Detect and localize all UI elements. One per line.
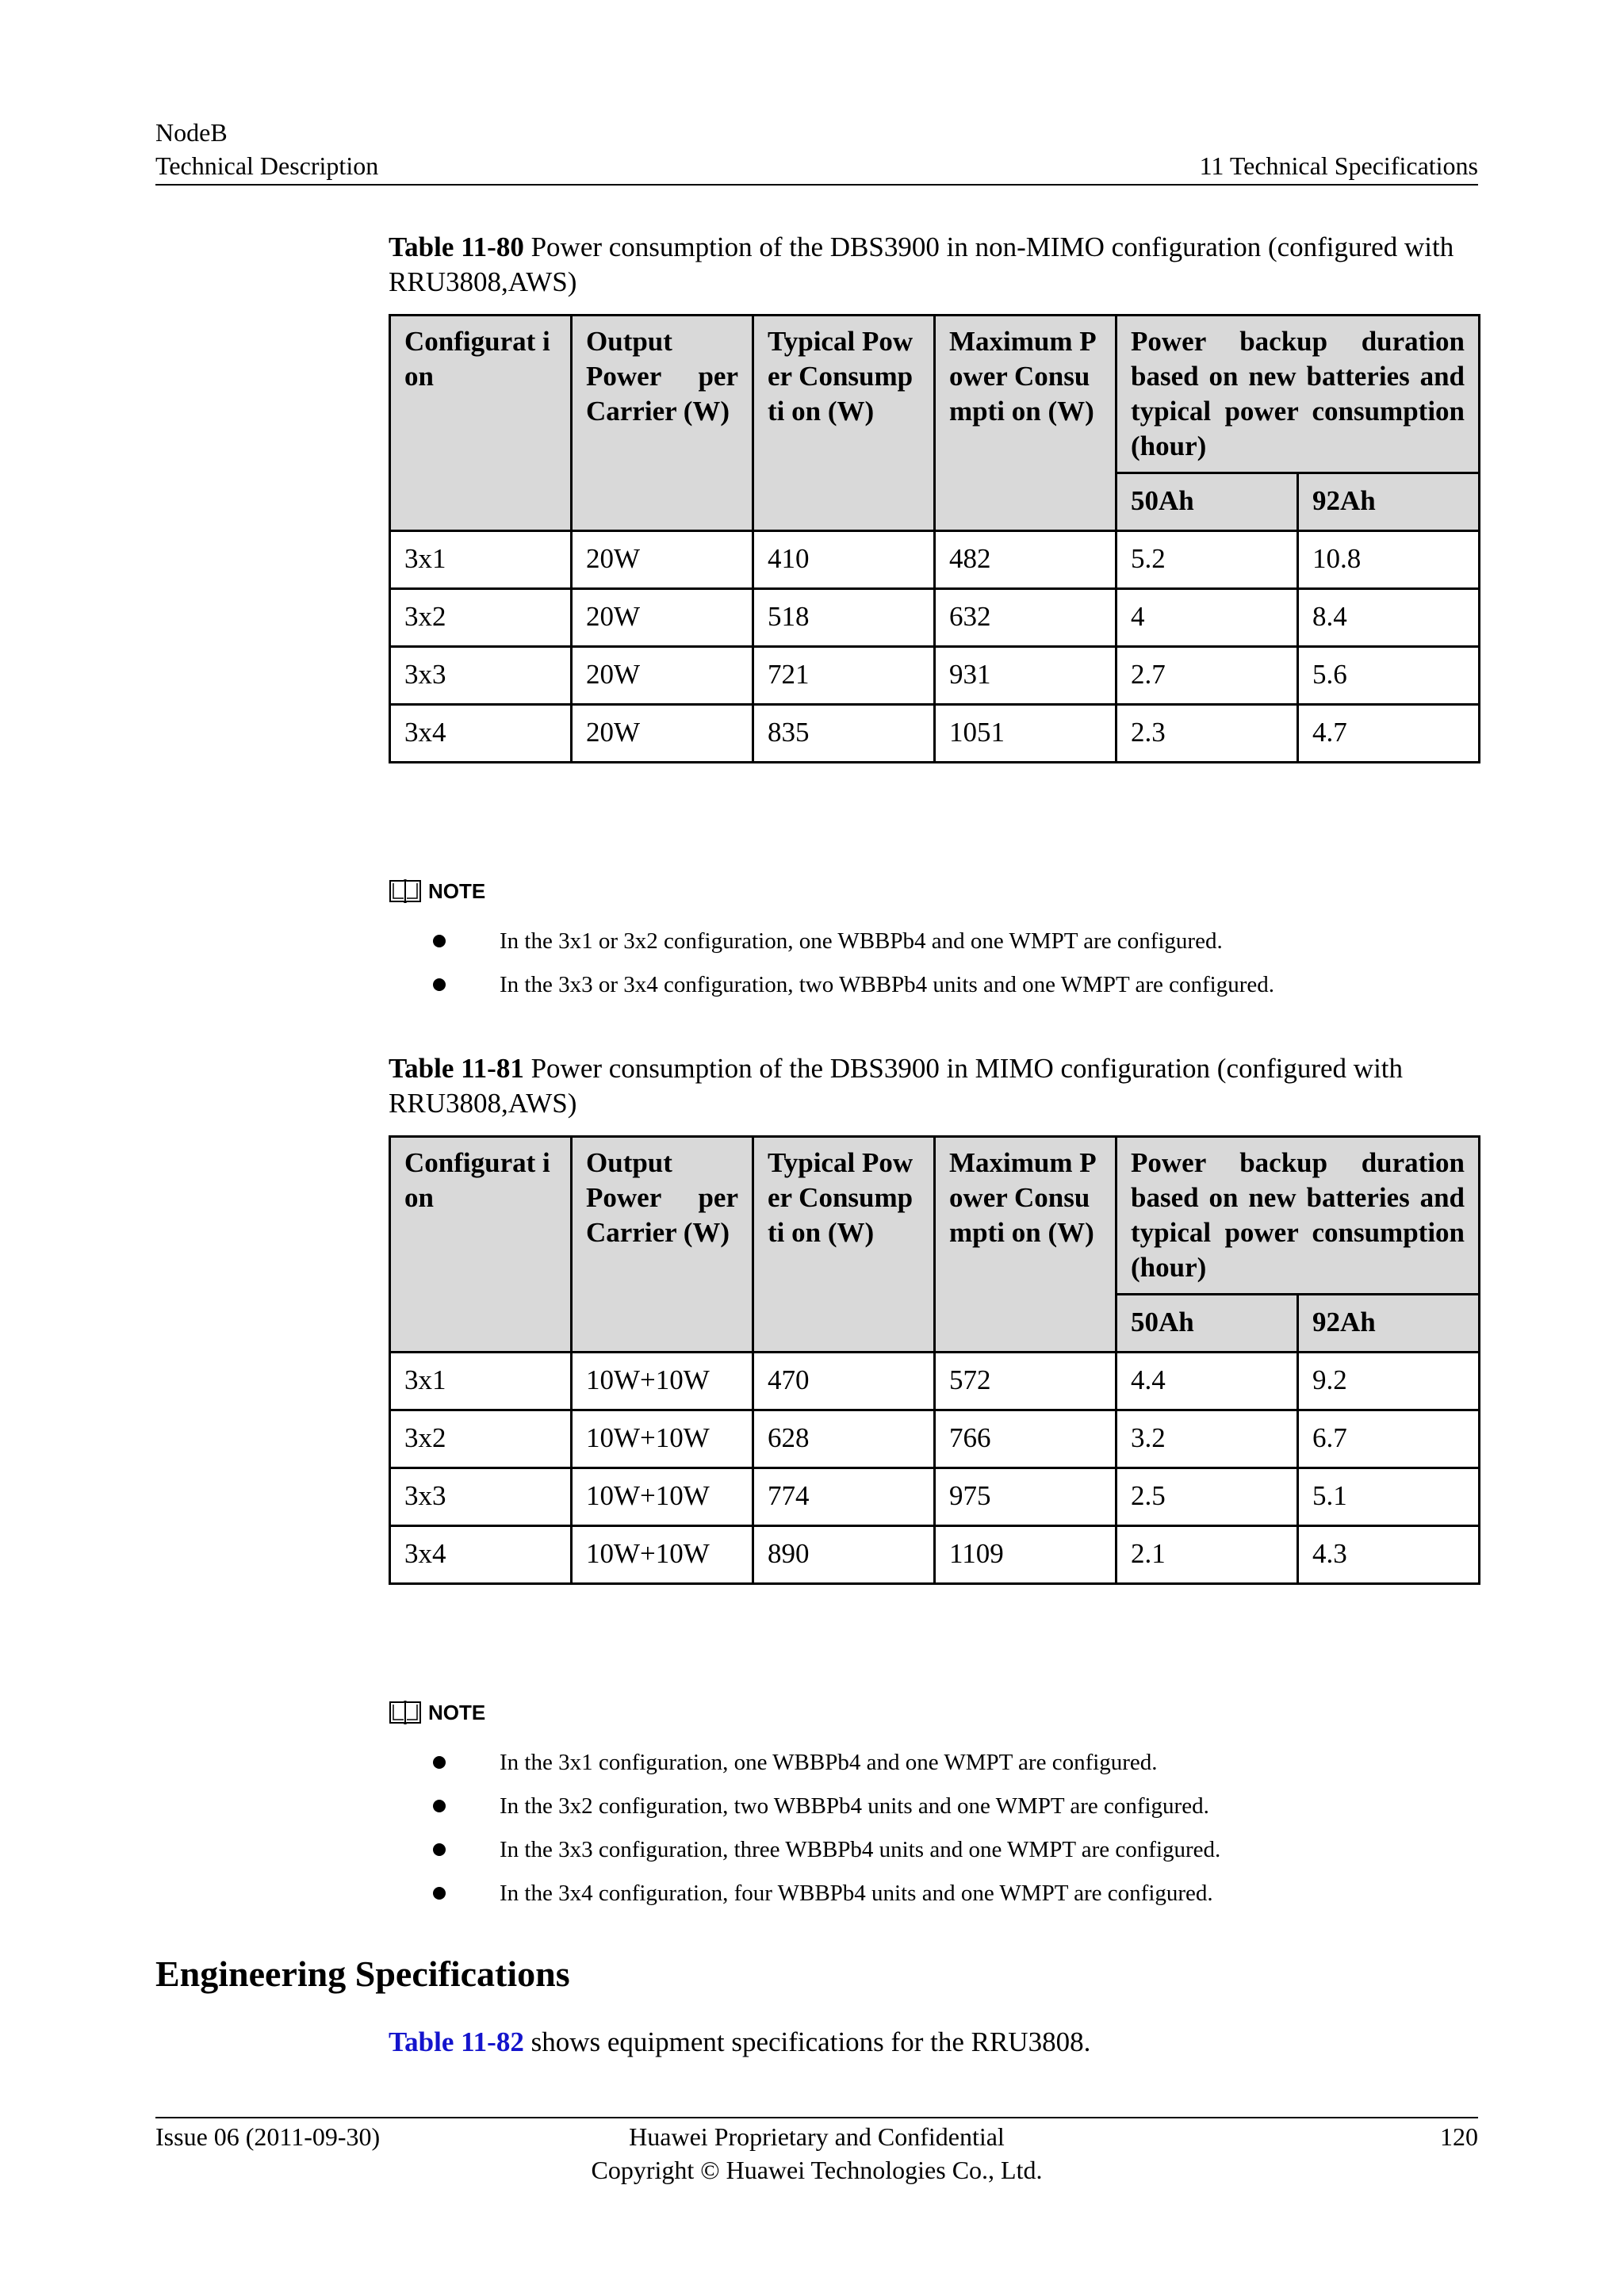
table-row — [390, 1468, 1480, 1526]
table2-subheader-50ah: 50Ah — [1116, 1295, 1298, 1353]
table1-subheader-50ah: 50Ah — [1116, 473, 1298, 531]
table-cell: 2.7 — [1116, 647, 1298, 705]
table-cell: 3x2 — [390, 1410, 572, 1468]
bullet-icon — [433, 935, 446, 947]
table-cell: 4.3 — [1298, 1526, 1480, 1584]
table-cell: 1051 — [935, 705, 1116, 763]
bullet-icon — [433, 1800, 446, 1812]
table-cell: 20W — [572, 647, 753, 705]
table-cell: 3x1 — [390, 531, 572, 589]
table-cell: 4 — [1116, 589, 1298, 647]
footer-divider — [155, 2117, 1478, 2118]
table-cell: 3x3 — [390, 647, 572, 705]
page-number: 120 — [1440, 2122, 1478, 2151]
table-cell: 10W+10W — [572, 1526, 753, 1584]
table2-header-backup-duration: Power backup duration based on new batteries and typical power consumption (hour) — [1116, 1137, 1480, 1295]
footer-confidential: Huawei Proprietary and Confidential — [629, 2122, 1005, 2151]
table-cell: 774 — [753, 1468, 935, 1526]
table-cell: 20W — [572, 531, 753, 589]
table-cell: 482 — [935, 531, 1116, 589]
table1 — [389, 314, 1480, 763]
table1-caption — [389, 230, 1478, 300]
table-row — [390, 647, 1480, 705]
table-cell: 3.2 — [1116, 1410, 1298, 1468]
footer-copyright: Copyright © Huawei Technologies Co., Ltd. — [591, 2156, 1043, 2184]
table-cell: 3x4 — [390, 705, 572, 763]
table-cell: 628 — [753, 1410, 935, 1468]
note2-label: NOTE — [428, 1700, 486, 1724]
page-header — [155, 116, 1478, 182]
list-item — [389, 1872, 1478, 1915]
header-product: NodeB — [155, 118, 228, 147]
note2-item-text: In the 3x1 configuration, one WBBPb4 and one WMPT are configured. — [500, 1750, 1158, 1775]
section-paragraph-text: shows equipment specifications for the RRU3808. — [523, 2026, 1091, 2057]
header-chapter: 11 Technical Specifications — [1199, 151, 1478, 180]
note1-list — [389, 920, 1478, 1007]
table1-caption-text: Power consumption of the DBS3900 in non-MIMO configuration (configured with RRU3808,AWS) — [389, 232, 1454, 297]
table-cell: 10W+10W — [572, 1410, 753, 1468]
list-item — [389, 1741, 1478, 1785]
table2-header-output-power: Output Power per Carrier (W) — [572, 1137, 753, 1353]
table-cell: 3x4 — [390, 1526, 572, 1584]
list-item — [389, 1828, 1478, 1872]
note2-item-text: In the 3x4 configuration, four WBBPb4 units and one WMPT are configured. — [500, 1881, 1213, 1906]
table-row — [390, 1410, 1480, 1468]
footer-issue: Issue 06 (2011-09-30) — [155, 2122, 381, 2151]
table-cell: 410 — [753, 531, 935, 589]
table-cell: 8.4 — [1298, 589, 1480, 647]
table1-header-maximum-power: Maximum Power Consumpti on (W) — [935, 316, 1116, 531]
table-cell: 632 — [935, 589, 1116, 647]
bullet-icon — [433, 1756, 446, 1769]
table2-subheader-92ah: 92Ah — [1298, 1295, 1480, 1353]
table-11-82-link[interactable]: Table 11-82 — [389, 2026, 524, 2057]
table-cell: 3x2 — [390, 589, 572, 647]
note1 — [389, 875, 1478, 1007]
table-cell: 2.1 — [1116, 1526, 1298, 1584]
table-cell: 6.7 — [1298, 1410, 1480, 1468]
header-doc-title: Technical Description — [155, 151, 379, 180]
note2-list — [389, 1741, 1478, 1915]
table1-header-output-power: Output Power per Carrier (W) — [572, 316, 753, 531]
table-cell: 518 — [753, 589, 935, 647]
table-cell: 931 — [935, 647, 1116, 705]
table-cell: 10.8 — [1298, 531, 1480, 589]
book-icon — [389, 1699, 422, 1726]
section-heading: Engineering Specifications — [155, 1954, 570, 1994]
table2 — [389, 1135, 1480, 1585]
table2-caption — [389, 1051, 1478, 1121]
table-cell: 5.6 — [1298, 647, 1480, 705]
note2 — [389, 1697, 1478, 1915]
note1-item-text: In the 3x1 or 3x2 configuration, one WBBPb4 and one WMPT are configured. — [500, 928, 1223, 954]
book-icon — [389, 878, 422, 905]
bullet-icon — [433, 1887, 446, 1900]
table-cell: 3x1 — [390, 1353, 572, 1410]
table-row — [390, 705, 1480, 763]
table-cell: 10W+10W — [572, 1353, 753, 1410]
table-cell: 9.2 — [1298, 1353, 1480, 1410]
table2-header-typical-power: Typical Power Consumpti on (W) — [753, 1137, 935, 1353]
table1-header-configuration: Configurat ion — [390, 316, 572, 531]
table2-caption-id: Table 11-81 — [389, 1053, 524, 1084]
table1-caption-id: Table 11-80 — [389, 232, 524, 262]
table-cell: 766 — [935, 1410, 1116, 1468]
table-cell: 4.4 — [1116, 1353, 1298, 1410]
note2-item-text: In the 3x3 configuration, three WBBPb4 units and one WMPT are configured. — [500, 1837, 1221, 1862]
list-item — [389, 920, 1478, 963]
table-cell: 10W+10W — [572, 1468, 753, 1526]
table-cell: 20W — [572, 705, 753, 763]
table-cell: 975 — [935, 1468, 1116, 1526]
list-item — [389, 963, 1478, 1007]
table-row — [390, 531, 1480, 589]
table-cell: 4.7 — [1298, 705, 1480, 763]
note1-label: NOTE — [428, 878, 486, 903]
table1-header-typical-power: Typical Power Consumpti on (W) — [753, 316, 935, 531]
table-cell: 470 — [753, 1353, 935, 1410]
table2-header-maximum-power: Maximum Power Consumpti on (W) — [935, 1137, 1116, 1353]
section-paragraph — [389, 2025, 1090, 2060]
header-divider — [155, 184, 1478, 186]
table-cell: 2.3 — [1116, 705, 1298, 763]
bullet-icon — [433, 978, 446, 991]
table-cell: 1109 — [935, 1526, 1116, 1584]
note2-item-text: In the 3x2 configuration, two WBBPb4 units and one WMPT are configured. — [500, 1793, 1209, 1819]
note1-item-text: In the 3x3 or 3x4 configuration, two WBBPb4 units and one WMPT are configured. — [500, 972, 1274, 997]
table2-caption-text: Power consumption of the DBS3900 in MIMO configuration (configured with RRU3808,AWS) — [389, 1053, 1404, 1119]
table-cell: 835 — [753, 705, 935, 763]
bullet-icon — [433, 1843, 446, 1856]
table-cell: 5.1 — [1298, 1468, 1480, 1526]
table-row — [390, 1353, 1480, 1410]
table2-header-configuration: Configurat ion — [390, 1137, 572, 1353]
table-cell: 20W — [572, 589, 753, 647]
table-cell: 721 — [753, 647, 935, 705]
table-row — [390, 1526, 1480, 1584]
table1-header-backup-duration: Power backup duration based on new batteries and typical power consumption (hour) — [1116, 316, 1480, 473]
table1-subheader-92ah: 92Ah — [1298, 473, 1480, 531]
table-cell: 2.5 — [1116, 1468, 1298, 1526]
list-item — [389, 1785, 1478, 1828]
table-cell: 572 — [935, 1353, 1116, 1410]
table-cell: 890 — [753, 1526, 935, 1584]
table-cell: 5.2 — [1116, 531, 1298, 589]
table-cell: 3x3 — [390, 1468, 572, 1526]
table-row — [390, 589, 1480, 647]
